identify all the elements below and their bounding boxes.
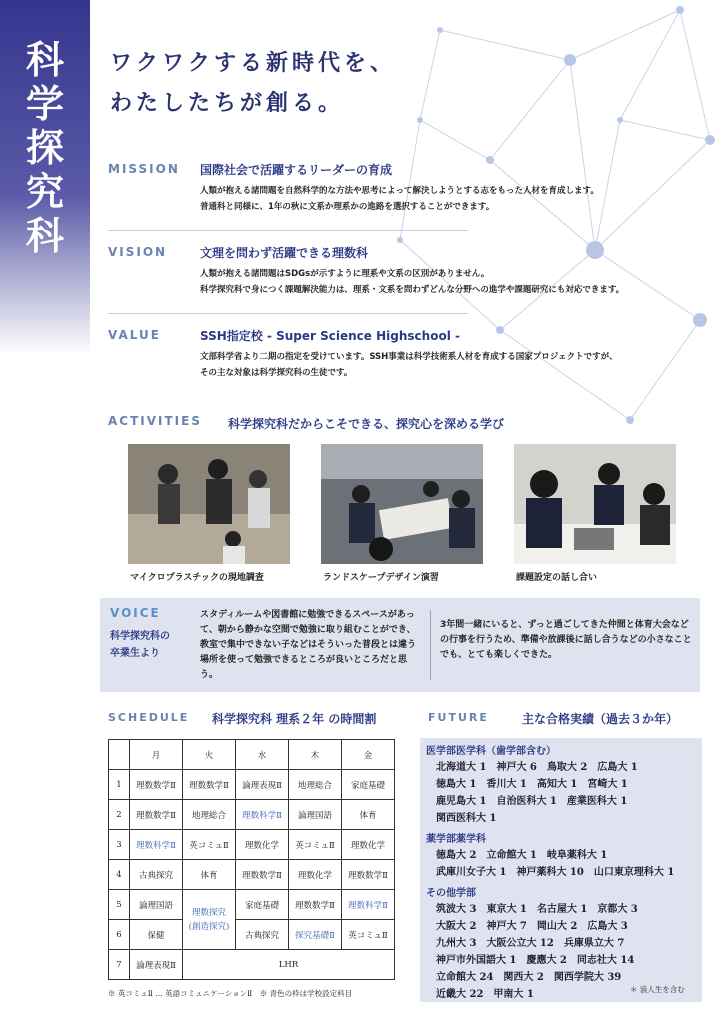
table-cell: 体育 [342, 800, 395, 830]
results-line: 神戸市外国語大 1 慶應大 2 同志社大 14 [436, 955, 635, 966]
table-cell: 体育 [183, 860, 236, 890]
photo-field-survey [128, 444, 290, 564]
table-cell: 理数数学Ⅱ [236, 860, 289, 890]
table-cell: 理数数学Ⅱ [130, 800, 183, 830]
lhr-label: LHR [278, 959, 299, 970]
table-cell: 理数化学 [236, 830, 289, 860]
title-char: 科 [25, 38, 64, 82]
table-row [109, 950, 395, 980]
divider [108, 230, 468, 231]
table-cell [183, 950, 395, 980]
voice-subtitle [110, 628, 170, 662]
results-line: 徳島大 2 立命館大 1 岐阜薬科大 1 [436, 850, 608, 861]
period-number: 2 [109, 800, 130, 830]
voice-quote: スタディルームや図書館に勉強できるスペースがあって、朝から静かな空間で勉強に取り組むことができ、教室で集中できない子などはそういった普段とは違う場所を使って勉強できるところが良いところだと思う。 [200, 610, 417, 680]
results-note: ＊ 浪人生を含む [630, 985, 685, 994]
results-line: 鹿児島大 1 自治医科大 1 産業医科大 1 [436, 796, 628, 807]
table-row [109, 800, 395, 830]
photo-caption: ランドスケープデザイン演習 [323, 573, 439, 583]
table-row [109, 860, 395, 890]
table-cell: 地理総合 [289, 770, 342, 800]
results-line: 九州大 3 大阪公立大 12 兵庫県立大 7 [436, 938, 625, 949]
table-cell [109, 740, 130, 770]
body-line: その主な対象は科学探究科の生徒です。 [200, 368, 353, 378]
results-line: 武庫川女子大 1 神戸薬科大 10 山口東京理科大 1 [436, 867, 675, 878]
table-cell: 家庭基礎 [236, 890, 289, 920]
value-heading: SSH指定校 - Super Science Highschool - [200, 329, 460, 343]
value-label: VALUE [108, 328, 161, 342]
table-cell: 英コミュⅡ [289, 830, 342, 860]
body-line: 人類が抱える諸問題はSDGsが示すように理系や文系の区別がありません。 [200, 269, 490, 279]
period-number: 7 [109, 950, 130, 980]
future-label: FUTURE [428, 711, 489, 724]
voice-label: VOICE [110, 606, 161, 620]
table-cell: 論理国語 [130, 890, 183, 920]
table-cell: 論理表現Ⅱ [130, 950, 183, 980]
table-cell: 理数化学 [289, 860, 342, 890]
headline [110, 44, 396, 124]
value-body [200, 349, 720, 381]
title-char: 学 [25, 82, 64, 126]
day-header: 月 [130, 740, 183, 770]
activities-label: ACTIVITIES [108, 414, 202, 428]
body-line: 普通科と同様に、1年の秋に文系か理系かの進路を選択することができます。 [200, 202, 495, 212]
results-category: その他学部 [426, 888, 476, 899]
vision-label: VISION [108, 245, 168, 259]
body-line: 文部科学省より二期の指定を受けています。SSH事業は科学技術系人材を育成する国家プロジェクトですが、 [200, 352, 618, 362]
results-category: 薬学部薬学科 [426, 834, 486, 845]
table-cell: 英コミュⅡ [342, 920, 395, 950]
photo-discussion [514, 444, 676, 564]
future-heading: 主な合格実績（過去３か年） [522, 712, 679, 726]
timetable-note: ※ 英コミュⅡ … 英語コミュニケーションⅡ ※ 青色の枠は学校設定科目 [108, 989, 353, 998]
timetable [108, 739, 395, 980]
results-line: 北海道大 1 神戸大 6 鳥取大 2 広島大 1 [436, 762, 638, 773]
period-number: 4 [109, 860, 130, 890]
table-cell: 理数数学Ⅱ [130, 770, 183, 800]
title-char: 科 [25, 214, 64, 258]
period-number: 6 [109, 920, 130, 950]
day-header: 木 [289, 740, 342, 770]
schedule-label: SCHEDULE [108, 711, 190, 724]
table-row [109, 770, 395, 800]
results-category: 医学部医学科（歯学部含む） [426, 746, 556, 757]
table-cell: 古典探究 [130, 860, 183, 890]
merged-cell [183, 890, 236, 950]
day-header: 水 [236, 740, 289, 770]
results-line: 立命館大 24 関西大 2 関西学院大 39 [436, 972, 622, 983]
period-number: 1 [109, 770, 130, 800]
results-line: 筑波大 3 東京大 1 名古屋大 1 京都大 3 [436, 904, 638, 915]
table-cell: 理数科学Ⅱ [342, 890, 395, 920]
table-row [109, 830, 395, 860]
headline-line: わたしたちが創る。 [110, 91, 345, 116]
merged-line: (創造探究) [188, 921, 230, 932]
results-line: 徳島大 1 香川大 1 高知大 1 宮崎大 1 [436, 779, 628, 790]
divider [108, 313, 468, 314]
results-line: 大阪大 2 神戸大 7 岡山大 2 広島大 3 [436, 921, 628, 932]
table-row [109, 920, 395, 950]
day-header: 火 [183, 740, 236, 770]
table-cell: 論理国語 [289, 800, 342, 830]
table-cell: 理数数学Ⅱ [289, 890, 342, 920]
subtitle-line: 卒業生より [110, 648, 160, 659]
body-line: 科学探究科で身につく課題解決能力は、理系・文系を問わずどんな分野への進学や課題研究にも対応できます。 [200, 285, 625, 295]
table-cell: 理数科学Ⅱ [130, 830, 183, 860]
mission-label: MISSION [108, 162, 180, 176]
photo-caption: マイクロプラスチックの現地調査 [130, 573, 264, 583]
sidebar-banner [0, 0, 90, 355]
table-cell: 家庭基礎 [342, 770, 395, 800]
photo-caption: 課題設定の話し合い [516, 573, 598, 583]
subtitle-line: 科学探究科の [110, 631, 170, 642]
table-header-row [109, 740, 395, 770]
table-cell: 地理総合 [183, 800, 236, 830]
photo-landscape-design [321, 444, 483, 564]
body-line: 人類が抱える諸問題を自然科学的な方法や思考によって解決しようとする志をもった人材を育成します。 [200, 186, 599, 196]
table-cell: 理数科学Ⅱ [236, 800, 289, 830]
mission-body [200, 183, 720, 215]
mission-heading: 国際社会で活躍するリーダーの育成 [200, 163, 393, 177]
vision-heading: 文理を問わず活躍できる理数科 [200, 246, 369, 260]
table-cell: 論理表現Ⅱ [236, 770, 289, 800]
voice-quote: 3年間一緒にいると、ずっと過ごしてきた仲間と体育大会などの行事を行うため、準備や放課後に話し合うなどの小さなことでも、とても楽しくできた。 [440, 620, 692, 660]
results-line: 近畿大 22 甲南大 1 [436, 989, 534, 1000]
table-row [109, 890, 395, 920]
vision-body [200, 266, 720, 298]
table-cell: 古典探究 [236, 920, 289, 950]
title-char: 究 [25, 170, 64, 214]
voice-panel [100, 598, 700, 692]
table-cell: 理数化学 [342, 830, 395, 860]
headline-line: ワクワクする新時代を、 [110, 51, 397, 76]
table-cell: 英コミュⅡ [183, 830, 236, 860]
results-line: 関西医科大 1 [436, 813, 497, 824]
vertical-title [22, 38, 68, 258]
table-cell: 保健 [130, 920, 183, 950]
table-cell: 理数数学Ⅱ [342, 860, 395, 890]
merged-line: 理数探究 [191, 907, 226, 918]
period-number: 5 [109, 890, 130, 920]
period-number: 3 [109, 830, 130, 860]
divider [430, 610, 431, 680]
schedule-heading: 科学探究科 理系２年 の時間割 [212, 712, 377, 726]
activities-heading: 科学探究科だからこそできる、探究心を深める学び [228, 417, 505, 431]
day-header: 金 [342, 740, 395, 770]
table-cell: 理数数学Ⅱ [183, 770, 236, 800]
table-cell: 探究基礎Ⅱ [289, 920, 342, 950]
results-panel [420, 738, 702, 1002]
title-char: 探 [25, 126, 64, 170]
